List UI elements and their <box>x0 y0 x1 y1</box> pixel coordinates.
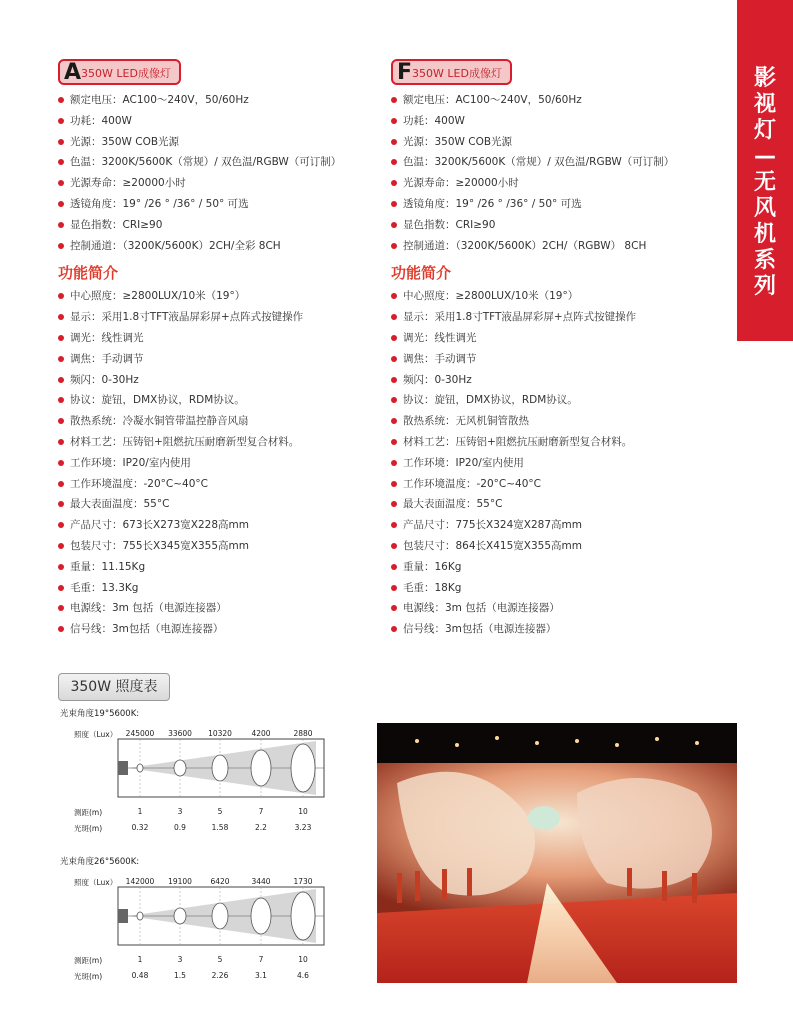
list-item: 调焦：手动调节 <box>391 349 721 370</box>
spot-value: 1.58 <box>211 823 229 832</box>
product-a-function-title: 功能简介 <box>58 264 119 283</box>
distance-value: 3 <box>177 955 183 964</box>
spot-ellipse <box>291 892 315 940</box>
stage-performance-photo <box>377 723 737 983</box>
list-item: 材料工艺：压铸铝+阻燃抗压耐磨新型复合材料。 <box>58 432 388 453</box>
product-f-spec-list <box>391 90 721 256</box>
list-item: 色温：3200K/5600K（常规）/ 双色温/RGBW（可订制） <box>58 152 388 173</box>
distance-value: 1 <box>137 955 143 964</box>
spot-row-label: 光斑(m) <box>74 824 103 833</box>
lux-block-26 <box>60 855 360 1025</box>
spot-ellipse <box>174 908 186 924</box>
list-item: 包装尺寸：864长X415宽X355高mm <box>391 536 721 557</box>
distance-row-label: 测距(m) <box>74 808 103 817</box>
list-item: 频闪：0-30Hz <box>58 370 388 391</box>
list-item: 产品尺寸：673长X273宽X228高mm <box>58 515 388 536</box>
list-item: 协议：旋钮，DMX协议，RDM协议。 <box>58 390 388 411</box>
list-item: 调焦：手动调节 <box>58 349 388 370</box>
spot-value: 3.23 <box>294 823 312 832</box>
product-f-function-title: 功能简介 <box>391 264 452 283</box>
spot-row-label: 光斑(m) <box>74 972 103 981</box>
side-banner-char: 视 <box>753 92 776 117</box>
distance-value: 7 <box>258 807 264 816</box>
product-a-feature-list <box>58 286 388 640</box>
list-item: 电源线：3m 包括（电源连接器） <box>391 598 721 619</box>
spot-ellipse <box>174 760 186 776</box>
lux-block-heading: 光束角度19°5600K: <box>60 709 140 719</box>
spot-ellipse <box>212 903 228 929</box>
product-f-title: 350W LED成像灯 <box>412 67 502 80</box>
lux-value: 3440 <box>251 877 271 886</box>
list-item: 显示：采用1.8寸TFT液晶屏彩屏+点阵式按键操作 <box>58 307 388 328</box>
product-f-title-tag <box>391 59 512 85</box>
product-f-letter: F <box>397 60 413 85</box>
spot-value: 0.32 <box>131 823 149 832</box>
spot-value: 4.6 <box>297 971 309 980</box>
product-a <box>58 59 388 640</box>
product-a-letter: A <box>64 60 82 85</box>
list-item: 光源寿命：≥20000小时 <box>58 173 388 194</box>
light-source <box>118 761 128 775</box>
side-banner <box>737 0 793 341</box>
side-banner-char: 无 <box>753 170 776 195</box>
spot-ellipse <box>137 912 143 920</box>
lux-row-label: 照度（Lux） <box>74 730 118 739</box>
distance-value: 7 <box>258 955 264 964</box>
light-source <box>118 909 128 923</box>
list-item: 包装尺寸：755长X345宽X355高mm <box>58 536 388 557</box>
list-item: 透镜角度：19° /26 ° /36° / 50° 可选 <box>58 194 388 215</box>
product-f-feature-list <box>391 286 721 640</box>
spot-value: 0.48 <box>131 971 149 980</box>
list-item: 毛重：13.3Kg <box>58 578 388 599</box>
spot-value: 3.1 <box>255 971 267 980</box>
list-item: 调光：线性调光 <box>391 328 721 349</box>
distance-value: 5 <box>217 955 223 964</box>
distance-value: 5 <box>217 807 223 816</box>
product-a-spec-list <box>58 90 388 256</box>
list-item: 额定电压：AC100～240V，50/60Hz <box>58 90 388 111</box>
lux-block-heading: 光束角度26°5600K: <box>60 857 140 867</box>
list-item: 显示：采用1.8寸TFT液晶屏彩屏+点阵式按键操作 <box>391 307 721 328</box>
lux-value: 4200 <box>251 729 271 738</box>
list-item: 最大表面温度：55°C <box>58 494 388 515</box>
side-banner-char: 影 <box>753 66 776 91</box>
lux-row-label: 照度（Lux） <box>74 878 118 887</box>
list-item: 中心照度：≥2800LUX/10米（19°） <box>391 286 721 307</box>
distance-value: 1 <box>137 807 143 816</box>
beam-diagram <box>116 731 326 811</box>
list-item: 中心照度：≥2800LUX/10米（19°） <box>58 286 388 307</box>
list-item: 协议：旋钮，DMX协议，RDM协议。 <box>391 390 721 411</box>
lux-value: 19100 <box>168 877 192 886</box>
list-item: 控制通道：（3200K/5600K）2CH/全彩 8CH <box>58 236 388 257</box>
list-item: 显色指数：CRI≥90 <box>391 215 721 236</box>
list-item: 功耗：400W <box>58 111 388 132</box>
list-item: 材料工艺：压铸铝+阻燃抗压耐磨新型复合材料。 <box>391 432 721 453</box>
lux-value: 142000 <box>125 877 155 886</box>
list-item: 光源：350W COB光源 <box>58 132 388 153</box>
list-item: 信号线：3m包括（电源连接器） <box>58 619 388 640</box>
lux-value: 10320 <box>208 729 232 738</box>
side-banner-char: 风 <box>753 196 776 221</box>
side-banner-char: — <box>754 144 776 169</box>
side-banner-char: 机 <box>753 222 776 247</box>
list-item: 光源：350W COB光源 <box>391 132 721 153</box>
list-item: 频闪：0-30Hz <box>391 370 721 391</box>
product-f <box>391 59 721 640</box>
lux-value: 2880 <box>293 729 313 738</box>
list-item: 工作环境：IP20/室内使用 <box>58 453 388 474</box>
list-item: 功耗：400W <box>391 111 721 132</box>
side-banner-char: 灯 <box>753 118 776 143</box>
lux-value: 6420 <box>210 877 230 886</box>
distance-value: 3 <box>177 807 183 816</box>
spot-ellipse <box>251 898 271 934</box>
list-item: 光源寿命：≥20000小时 <box>391 173 721 194</box>
spot-value: 2.2 <box>255 823 267 832</box>
list-item: 工作环境温度：-20°C~40°C <box>391 474 721 495</box>
spot-ellipse <box>212 755 228 781</box>
spot-value: 2.26 <box>211 971 229 980</box>
list-item: 色温：3200K/5600K（常规）/ 双色温/RGBW（可订制） <box>391 152 721 173</box>
list-item: 电源线：3m 包括（电源连接器） <box>58 598 388 619</box>
side-banner-label <box>737 66 793 300</box>
list-item: 透镜角度：19° /26 ° /36° / 50° 可选 <box>391 194 721 215</box>
list-item: 产品尺寸：775长X324宽X287高mm <box>391 515 721 536</box>
lux-block-19 <box>60 707 360 877</box>
spot-value: 0.9 <box>174 823 186 832</box>
lux-value: 33600 <box>168 729 192 738</box>
list-item: 毛重：18Kg <box>391 578 721 599</box>
list-item: 显色指数：CRI≥90 <box>58 215 388 236</box>
spot-ellipse <box>291 744 315 792</box>
spot-ellipse <box>251 750 271 786</box>
side-banner-char: 系 <box>753 248 776 273</box>
distance-value: 10 <box>298 807 308 816</box>
product-a-title: 350W LED成像灯 <box>81 67 171 80</box>
list-item: 信号线：3m包括（电源连接器） <box>391 619 721 640</box>
lux-table-title: 350W 照度表 <box>58 673 170 701</box>
list-item: 工作环境温度：-20°C~40°C <box>58 474 388 495</box>
list-item: 调光：线性调光 <box>58 328 388 349</box>
product-a-title-tag <box>58 59 181 85</box>
distance-row-label: 测距(m) <box>74 956 103 965</box>
list-item: 额定电压：AC100～240V，50/60Hz <box>391 90 721 111</box>
list-item: 工作环境：IP20/室内使用 <box>391 453 721 474</box>
side-banner-char: 列 <box>753 274 776 299</box>
spot-value: 1.5 <box>174 971 186 980</box>
lux-value: 245000 <box>125 729 155 738</box>
list-item: 散热系统：冷凝水铜管带温控静音风扇 <box>58 411 388 432</box>
beam-diagram <box>116 879 326 959</box>
list-item: 控制通道：（3200K/5600K）2CH/（RGBW） 8CH <box>391 236 721 257</box>
lux-value: 1730 <box>293 877 313 886</box>
side-banner-text <box>737 66 793 300</box>
list-item: 最大表面温度：55°C <box>391 494 721 515</box>
spot-ellipse <box>137 764 143 772</box>
distance-value: 10 <box>298 955 308 964</box>
list-item: 重量：11.15Kg <box>58 557 388 578</box>
list-item: 重量：16Kg <box>391 557 721 578</box>
list-item: 散热系统：无风机铜管散热 <box>391 411 721 432</box>
